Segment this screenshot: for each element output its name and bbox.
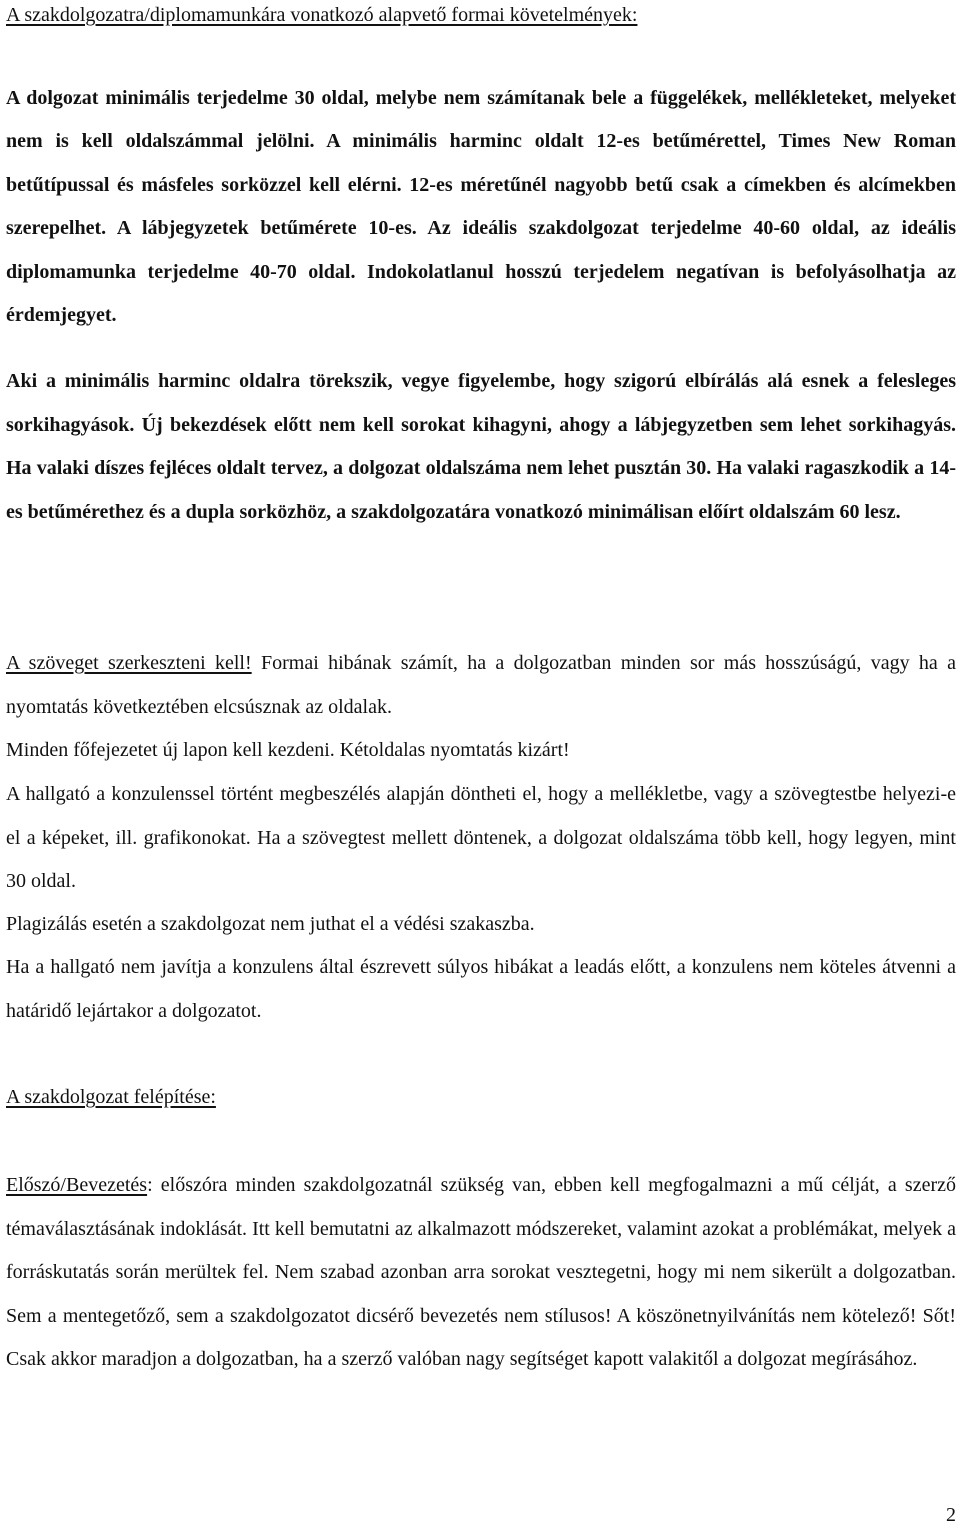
page-number: 2 [946, 1504, 956, 1526]
editing-lead: A szöveget szerkeszteni kell! [6, 652, 252, 674]
paragraph-consultant: Ha a hallgató nem javítja a konzulens által észrevett súlyos hibákat a leadás előtt, a konzulens nem köteles átvenni a határidő lejártakor a dolgozatot. [6, 956, 956, 1022]
page-heading: A szakdolgozatra/diplomamunkára vonatkozó alapvető formai követelmények: [6, 4, 638, 26]
paragraph-plagiarism: Plagizálás esetén a szakdolgozat nem juthat el a védési szakaszba. [6, 913, 535, 935]
paragraph-length-requirements: A dolgozat minimális terjedelme 30 oldal, melybe nem számítanak bele a függelékek, mellékleteket, melyeket nem is kell oldalszámmal jelölni. A minimális harminc oldalt 12-es betűmérettel, Times New Roman betűtípussal és másfeles sorközzel kell elérni. 12-es méretűnél nagyobb betű csak a címekben és alcímekben szerepelhet. A lábjegyzetek betűmérete 10-es. Az ideális szakdolgozat terjedelme 40-60 oldal, az ideális diplomamunka terjedelme 40-70 oldal. Indokolatlanul hosszú terjedelem negatívan is befolyásolhatja az érdemjegyet. [6, 87, 956, 327]
paragraph-introduction [6, 1164, 956, 1382]
paragraph-spacing-rules: Aki a minimális harminc oldalra törekszik, vegye figyelembe, hogy szigorú elbírálás alá esnek a felesleges sorkihagyások. Új bekezdések előtt nem kell sorokat kihagyni, ahogy a lábjegyzetben sem lehet sorkihagyás. Ha valaki díszes fejléces oldalt tervez, a dolgozat oldalszáma nem lehet pusztán 30. Ha valaki ragaszkodik a 14-es betűmérethez és a dupla sorközhöz, a szakdolgozatára vonatkozó minimálisan előírt oldalszám 60 lesz. [6, 370, 956, 523]
paragraph-chapters: Minden főfejezetet új lapon kell kezdeni. Kétoldalas nyomtatás kizárt! [6, 739, 570, 761]
editing-rest: Formai hibának számít, ha a dolgozatban minden sor más hosszúságú, vagy ha a nyomtatás következtében elcsúsznak az oldalak. [6, 652, 956, 718]
introduction-text: : előszóra minden szakdolgozatnál szükség van, ebben kell megfogalmazni a mű célját, a szerző témaválasztásának indoklását. Itt kell bemutatni az alkalmazott módszereket, valamint azokat a problémákat, melyek a forráskutatás során merültek fel. Nem szabad azonban arra sorokat vesztegetni, hogy mi nem sikerült a dolgozatban. Sem a mentegetőző, sem a szakdolgozatot dicsérő bevezetés nem stílusos! A köszönetnyilvánítás nem kötelező! Sőt! Csak akkor maradjon a dolgozatban, ha a szerző valóban nagy segítséget kapott valakitől a dolgozat megírásához. [6, 1174, 956, 1371]
introduction-label: Előszó/Bevezetés [6, 1174, 148, 1196]
paragraph-images: A hallgató a konzulenssel történt megbeszélés alapján döntheti el, hogy a mellékletbe, vagy a szövegtestbe helyezi-e el a képeket, ill. grafikonokat. Ha a szövegtest mellett döntenek, a dolgozat oldalszáma több kell, hogy legyen, mint 30 oldal. [6, 783, 956, 892]
paragraph-editing [6, 642, 956, 729]
section-heading-structure: A szakdolgozat felépítése: [6, 1086, 216, 1108]
